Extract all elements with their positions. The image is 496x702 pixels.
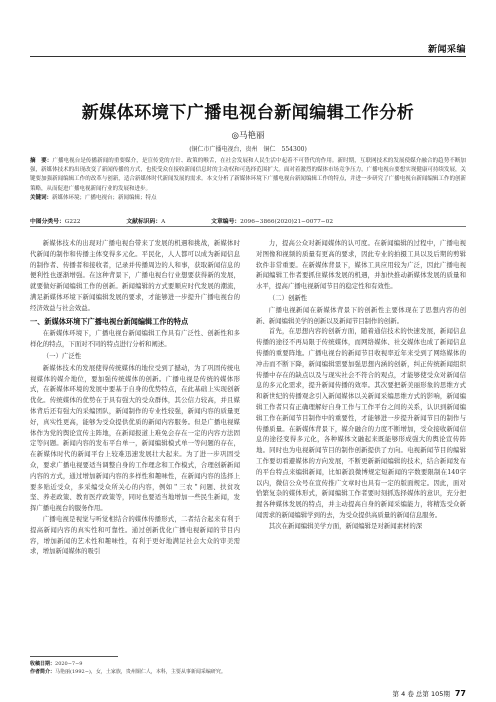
- author-bio: 作者简介：马艳丽(1992−)，女，土家族，贵州铜仁人，本科，主要从事新闻采编研究。: [30, 669, 226, 675]
- section-label: 新闻采编: [427, 45, 466, 55]
- author-name: ◎马艳丽: [231, 131, 265, 141]
- keywords-label: 关键词：: [30, 194, 53, 201]
- footnote: [30, 660, 290, 676]
- footnote-rule: [30, 656, 118, 657]
- paragraph: 新媒体技术的出现对广播电视台带来了发展的机遇和挑战，新媒体时代新闻的制作和传播主体变得多元化。平民化，人人都可以成为新闻信息的制作者、传播者和接收者，记录并传播周边的人和事，获取新闻信息的便利性也逐渐增强。在这种背景下，广播电视台行业想要获得新的发展，就要做好新闻编辑工作的创新。新闻编辑的方式要顺应时代发展的潮流，满足新媒体环境下新闻编辑发展的要求，才能够进一步提升广播电视台的经济效益与社会效益。: [30, 239, 240, 312]
- body-column-right: [256, 238, 466, 680]
- paragraph: 广播电视新闻在新媒体背景下的创新性主要体现在了思想内容的创新、新闻编辑美学的创新以及新闻节目制作的创新。: [256, 305, 466, 325]
- paragraph: 首先，在思想内容的创新方面，随着通信技术的快速发展，新闻信息传播的途径不再局限于传统媒体，而网络媒体、社交媒体也成了新闻信息传播的重要阵地。广播电视台的新闻节目收视率近年来受到了网络媒体的冲击而不断下降，新闻编辑需要加强思想内涵的创新，纠正传统新闻组织传播中存在的缺点以及与现实社会不符合的观点，才能够使受众对新闻信息的多元化需求，提升新闻传播的效率。其次要把新美丽形象的思维方式和新世纪的传播观念引入新闻媒体以关新闻采编思维方式的影响，新闻编辑工作者只有正确理解好自身工作与工作平台之间的关系，认识到新闻编辑工作在新闻节目制作中的重要性，才能够进一步提升新闻节目的制作与传播质量。在新媒体背景下，媒介融合的力度不断增加，受众接收新闻信息的途径变得多元化，各种媒体文融起来既能够形成强大的舆论宣传阵地。同时也为电视新闻节目的制作创新提供了方向。电视新闻节目的编辑工作要切看避媒体的方向发展，不断更新新闻编辑的技术，结合新闻发布的平台特点来编辑新闻，比如新浪微博规定短新闻的字数要限制在140字以内，微信公众号在宣传推广文章时也具有一定的版面规定。因此，面对恰繁复杂的媒体形式，新闻编辑工作者要时刻抓选择媒体的意识，充分把握各种媒体发展的特点，并主动提高自身的新闻采编能力，将精选受众新闻需求的新闻编辑学到的去，为受众提供高质量的新闻信息服务。: [256, 327, 466, 519]
- abstract-text: 广播电视台是传播新闻的重要媒介，是宣传党的方针、政策的喉舌，在社会发展和人民生活中起着不可替代的作用。新时期，互联网技术的发展使媒介融合的趋势不断加强，新媒体技术的出现改变了新闻传播的方式，也使受众在接收新闻信息时的主动权和可选择范围扩大。面对着激烈的媒体市场竞争压力，广播电视台要想实现健康可持续发展，关键要加强新闻编辑工作的改革与创新，适合新媒体时代新闻发展的需求。本文分析了新媒体环境下广播电视台新闻编辑工作的特点，并进一步研究了广播电视台新闻编辑工作的创新策略，从而促进广播电视新闻行业的发展和进步。: [30, 158, 466, 192]
- abstract: [30, 157, 466, 203]
- top-rule: [30, 56, 466, 57]
- subsection-heading: （一）广泛性: [42, 351, 82, 360]
- article-number-field: 文章编号：2096−3866(2020)21−0077−02: [211, 219, 334, 225]
- author-affiliation: (铜仁市广播电视台，贵州 铜仁 554300): [189, 146, 307, 153]
- abstract-label: 摘 要：: [30, 158, 53, 164]
- paragraph: 新媒体技术的发展使得传统媒体的地位受到了撼动，为了巩固传统电视媒体的媒介地位，要加强传统媒体的创新。广播电视是传统的媒体形式，在新媒体环境的发展中要基于自身的优势特点，在此基础上实现创新优化。传统媒体的优势在于具有强大的受众群体，其公信力较高，并且媒体背后还有强大的采编团队，新闻制作的专业性较强，新闻内容的质量更好，真实性更高，能够为受众提供优质的新闻内容服务。但是广播电视媒体作为党的舆论宣传主阵地，在新闻报道上难免会存在一定的内容方法固定等问题。新闻内容的发布平台单一，新闻编辑模式单一等问题的存在，在新媒体时代的新闻平台上较难迅速发展壮大起来。为了进一步巩固受众，要求广播电视要适当调整自身的工作理念和工作模式，合理创新新闻内容的方式，通过增加新闻内容的多样性和趣味性，在新闻内容的选择上要多贴近受众，多采编受众所关心的内容，例如＂三农＂问题、扶贫攻坚、养老政策、教育医疗政策等，同时也要适当地增加一些民生新闻，发挥广播电视台的服务作用。: [30, 363, 240, 513]
- doc-code-field: 文献标识码：A: [126, 219, 166, 225]
- paragraph: 广播电视是视觉与听觉相结合的媒体传播形式，二者结合起来有利于提高新闻内容的真实性和可靠性。通过创新优化广播电视新闻的节目内容，增加新闻的艺术性和趣味性，有利于更好地满足社会大众的审美需求，增加新闻媒体的吸引: [30, 514, 240, 556]
- clc-field: 中图分类号：G222: [30, 219, 81, 225]
- page-footer: [393, 689, 466, 698]
- received-date: 收稿日期：2020−7−9: [30, 661, 83, 667]
- classification-row: [30, 216, 466, 225]
- issue-info: 第 4 卷 总第 105期: [392, 690, 450, 698]
- section-heading: 一、新媒体环境下广播电视台新闻编辑工作的特点: [30, 316, 189, 326]
- paragraph: 力，提高公众对新闻媒体的认可度。在新闻编辑的过程中，广播电视对图像和视频的质量有更高的要求，因此专业的拍摄工具以及后期的剪辑软件非常重要。在新媒体背景下，媒体工具应用较为广泛，因此广播电视新闻编辑工作者要抓住媒体发展的机遇，并加快推动新媒体发展的质量和水平，提高广播电视新闻节目的稳定性和有效性。: [256, 239, 466, 291]
- paragraph: 在新媒体环境下，广播电视台新闻编辑工作具有广泛性、创新性和多样化的特点，下面对不同的特点进行分析和阐述。: [30, 329, 240, 349]
- page-number: 77: [454, 689, 466, 698]
- paragraph: 其次在新闻编辑美学方面，新闻编辑是对新闻素材的深: [268, 521, 423, 530]
- article-title: 新媒体环境下广播电视台新闻编辑工作分析: [81, 103, 415, 123]
- keywords-text: 新媒体环境；广播电视台；新闻编辑；特点: [52, 194, 157, 201]
- body-column-left: [30, 238, 240, 650]
- subsection-heading: （二）创新性: [268, 293, 308, 302]
- divider-rule: [30, 226, 466, 227]
